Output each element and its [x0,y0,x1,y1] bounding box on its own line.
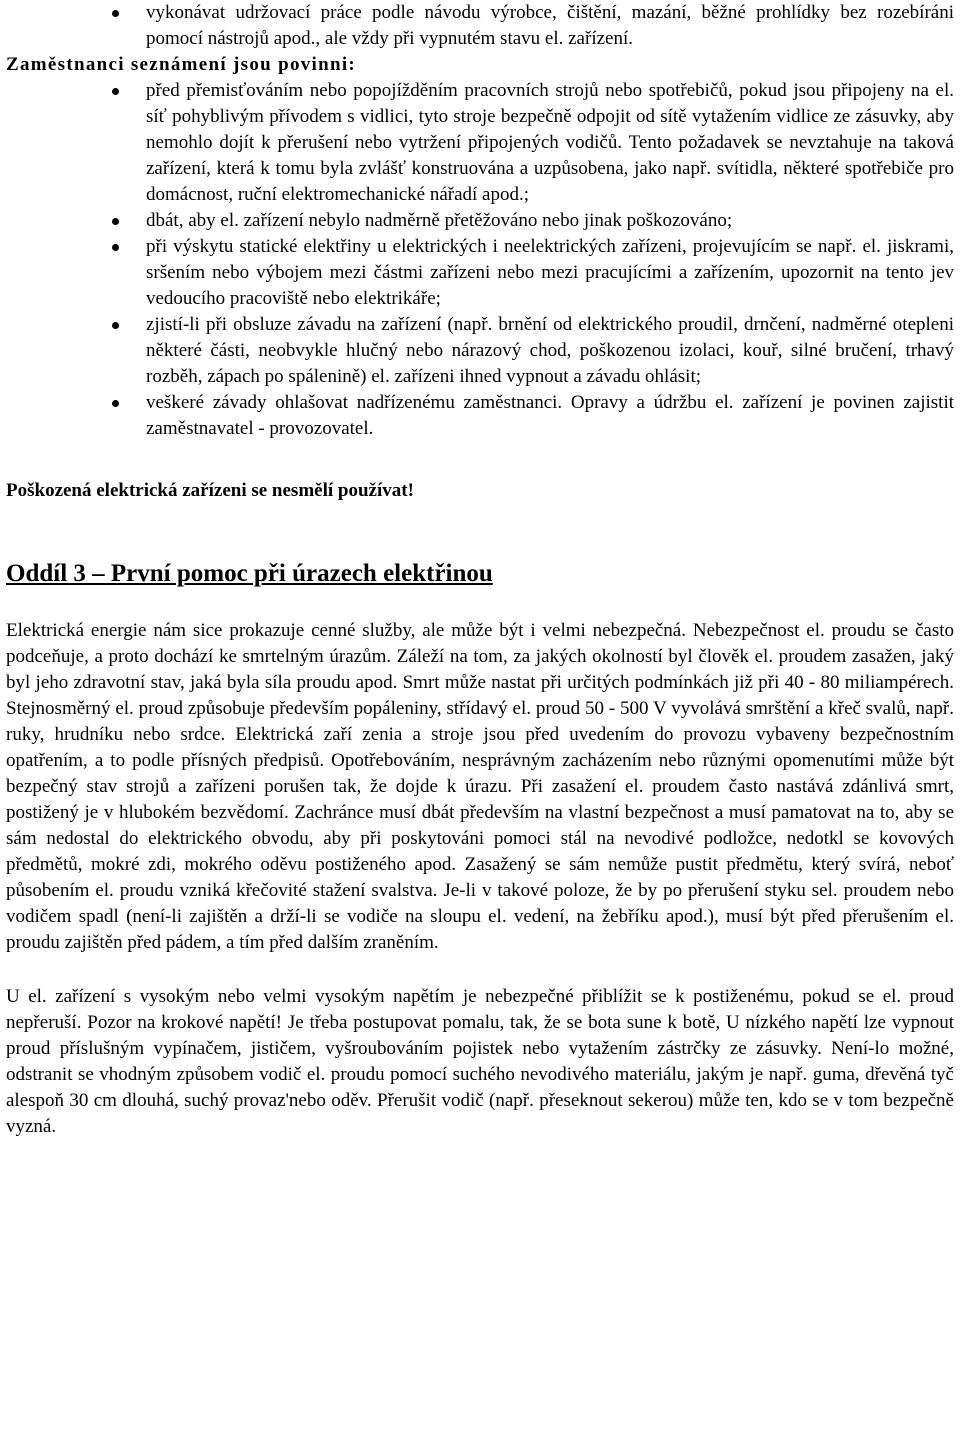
bullet-icon [112,218,119,225]
list-item [6,312,954,390]
employees-duties-label: Zaměstnanci seznámení jsou povinni: [6,54,357,75]
list-item-text: při výskytu statické elektřiny u elektrických i neelektrických zařízeni, projevujícím se např. el. jiskrami, sršením nebo výbojem mezi částmi zařízeni nebo mezi pracujícími a zařízením, upozornit na tento jev vedoucího pracoviště nebo elektrikáře; [146,236,954,309]
maintenance-list [6,0,954,52]
document-page [6,0,954,1140]
section-title: Oddíl 3 – První pomoc při úrazech elektřinou [6,560,493,587]
list-item-text: před přemisťováním nebo popojížděním pracovních strojů nebo spotřebičů, pokud jsou připojeny na el. síť pohyblivým přívodem s vidlici, tyto stroje bezpečně odpojit od sítě vytažením vidlice ze zásuvky, aby nemohlo dojít k přerušení nebo vytržení připojených vodičů. Tento požadavek se nevztahuje na taková zařízení, která k tomu byla zvlášť konstruována a uzpůsobena, jako např. svítidla, některé spotřebiče pro domácnost, ruční elektromechanické nářadí apod.; [146,80,954,205]
bullet-icon [112,10,119,17]
damaged-equipment-warning: Poškozená elektrická zařízeni se nesmělí používat! [6,480,414,501]
list-item-text: dbát, aby el. zařízení nebylo nadměrně přetěžováno nebo jinak poškozováno; [146,210,733,231]
bullet-icon [112,88,119,95]
list-item [6,208,954,234]
paragraph-first-aid-intro: Elektrická energie nám sice prokazuje cenné služby, ale může být i velmi nebezpečná. Nebezpečnost el. proudu se často podceňuje, a proto dochází ke smrtelným úrazům. Záleží na tom, za jakých okolností byl člověk el. proudem zasažen, jaký byl jeho zdravotní stav, jaká byla síla proudu apod. Smrt může nastat při určitých podmínkách již při 40 - 80 miliampérech. Stejnosměrný el. proud způsobuje především popáleniny, střídavý el. proud 50 - 500 V vyvolává smrštění a křeč svalů, např. ruky, hrudníku nebo srdce. Elektrická zaří zenia a stroje jsou před uvedením do provozu vybaveny bezpečnostním opatřením, a to podle přísných předpisů. Opotřebováním, nesprávným zacházením nebo různými opomenutími může být bezpečný stav strojů a zařízeni porušen tak, že dojde k úrazu. Při zasažení el. proudem často nastává zdánlivá smrt, postižený je v hlubokém bezvědomí. Zachránce musí dbát především na vlastní bezpečnost a musí pamatovat na to, aby se sám nedostal do elektrického obvodu, aby při poskytováni pomoci stál na nevodivé podložce, nedotkl se kovových předmětů, mokré zdi, mokrého oděvu postiženého apod. Zasažený se sám nemůže pustit předmětu, který svírá, neboť působením el. proudu vzniká křečovité stažení svalstva. Je-li v takové poloze, že by po přerušení styku sel. proudem nebo vodičem spadl (není-li zajištěn a drží-li se vodiče na sloupu el. vedení, na žebříku apod.), musí být před přerušením el. proudu zajištěn před pádem, a tím před dalším zraněním. [6,620,954,953]
duties-list [6,78,954,442]
list-item-text: zjistí-li při obsluze závadu na zařízení (např. brnění od elektrického proudil, drnčení, nadměrné otepleni některé části, neobvykle hlučný nebo nárazový chod, poškozenou izolaci, kouř, silné bručení, trhavý rozběh, zápach po spálenině) el. zařízeni ihned vypnout a závadu ohlásit; [146,314,954,387]
list-item [6,390,954,442]
list-item [6,234,954,312]
paragraph-high-voltage: U el. zařízení s vysokým nebo velmi vysokým napětím je nebezpečné přiblížit se k postiženému, pokud se el. proud nepřeruší. Pozor na krokové napětí! Je třeba postupovat pomalu, tak, že se bota sune k botě, U nízkého napětí lze vypnout proud příslušným vypínačem, jističem, vyšroubováním pojistek nebo vytažením zástrčky ze zásuvky. Není-lo možné, odstranit se vhodným způsobem vodič el. proudu pomocí suchého nevodivého materiálu, jakým je např. guma, dřevěná tyč alespoň 30 cm dlouhá, suchý provaz'nebo oděv. Přerušit vodič (např. přeseknout sekerou) může ten, kdo se v tom bezpečně vyzná. [6,986,954,1137]
bullet-icon [112,322,119,329]
bullet-icon [112,244,119,251]
list-item [6,78,954,208]
list-item-text: vykonávat udržovací práce podle návodu výrobce, čištění, mazání, běžné prohlídky bez rozebíráni pomocí nástrojů apod., ale vždy při vypnutém stavu el. zařízení. [146,2,954,49]
list-item [6,0,954,52]
bullet-icon [112,400,119,407]
list-item-text: veškeré závady ohlašovat nadřízenému zaměstnanci. Opravy a údržbu el. zařízení je povinen zajistit zaměstnavatel - provozovatel. [146,392,954,439]
